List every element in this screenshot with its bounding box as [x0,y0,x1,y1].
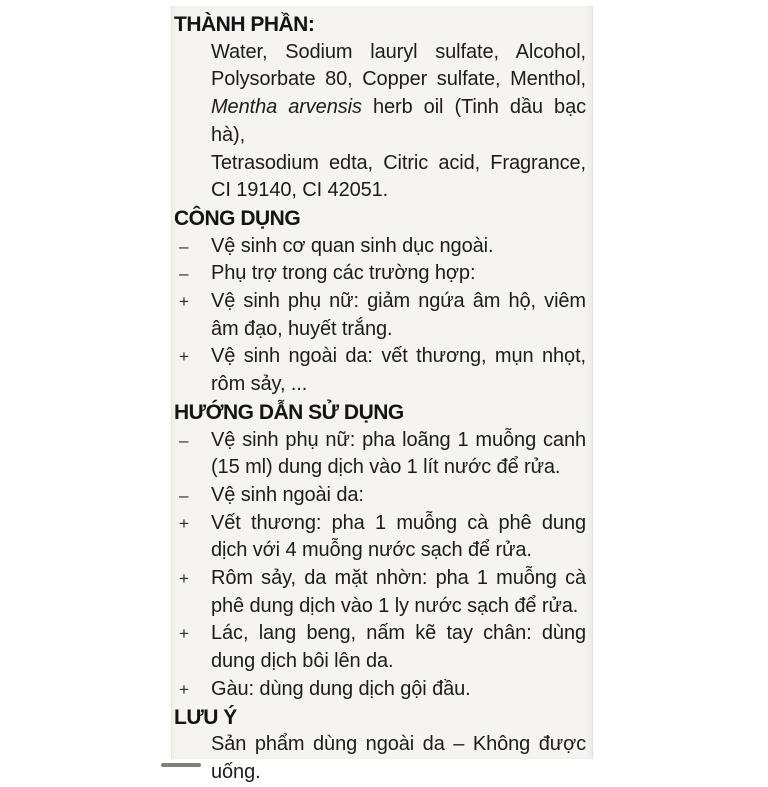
list-item [174,565,586,620]
item-text [211,39,586,205]
list-item [174,288,586,343]
bullet-marker: + [179,292,189,312]
item-text [211,260,586,288]
text-line: Vệ sinh ngoài da: [211,483,364,506]
list-item [174,482,586,510]
list-item [174,233,586,261]
item-text [211,427,586,482]
bullet-marker: + [179,569,189,589]
item-text [211,620,586,675]
scan-artifact-mark [161,763,201,767]
list-item [174,620,586,675]
text-line: Vết thương: pha 1 muỗng cà phê dung [211,511,586,534]
text-line: (15 ml) dung dịch vào 1 lít nước để rửa. [211,456,561,479]
text-line: Vệ sinh cơ quan sinh dục ngoài. [211,234,494,257]
text-line [211,94,586,149]
bullet-marker: – [179,430,189,450]
bullet-marker: + [179,679,189,699]
text-line: Vệ sinh phụ nữ: pha loãng 1 muỗng canh [211,428,586,451]
bullet-marker: + [179,624,189,644]
list-item [174,510,586,565]
bullet-marker: + [179,347,189,367]
text-line: dịch với 4 muỗng nước sạch để rửa. [211,539,532,562]
text-line: Vệ sinh ngoài da: vết thương, mụn nhọt, [211,345,586,368]
text-segment: herb oil (Tinh dầu bạc hà), [211,96,586,146]
item-text [211,233,586,261]
section-heading: HƯỚNG DẪN SỬ DỤNG [174,400,404,424]
item-text [211,288,586,343]
list-item [174,39,586,205]
section-heading: CÔNG DỤNG [174,206,301,230]
bullet-marker: – [179,236,189,256]
text-line: Lác, lang beng, nấm kẽ tay chân: dùng [211,622,586,645]
text-line: Vệ sinh phụ nữ: giảm ngứa âm hộ, viêm [211,290,586,313]
section-heading: LƯU Ý [174,705,237,729]
text-line: Tetrasodium edta, Citric acid, Fragrance, [211,151,586,174]
text-line: Gàu: dùng dung dịch gội đầu. [211,677,471,700]
text-line: Water, Sodium lauryl sulfate, Alcohol, [211,40,586,63]
list-item [174,343,586,398]
bullet-marker: – [179,485,189,505]
text-line: Polysorbate 80, Copper sulfate, Menthol, [211,68,586,91]
label-content [174,11,586,787]
text-line: phê dung dịch vào 1 ly nước sạch để rửa. [211,594,579,617]
bullet-marker: – [179,264,189,284]
item-text [211,482,586,510]
item-text [211,343,586,398]
text-line: Rôm sảy, da mặt nhờn: pha 1 muỗng cà [211,567,586,590]
text-line: Sản phẩm dùng ngoài da – Không được [211,733,586,756]
text-line: CI 19140, CI 42051. [211,179,389,202]
text-line: Phụ trợ trong các trường hợp: [211,262,476,285]
list-item [174,676,586,704]
item-text [211,731,586,786]
text-line: uống. [211,760,261,783]
list-item [174,427,586,482]
bullet-marker: + [179,513,189,533]
list-item [174,260,586,288]
item-text [211,676,586,704]
text-line: dung dịch bôi lên da. [211,650,394,673]
italic-text-segment: Mentha arvensis [211,96,362,119]
item-text [211,510,586,565]
list-item [174,731,586,786]
text-line: rôm sảy, ... [211,373,308,396]
section-heading: THÀNH PHẦN: [174,13,315,36]
text-line: âm đạo, huyết trắng. [211,317,393,340]
item-text [211,565,586,620]
